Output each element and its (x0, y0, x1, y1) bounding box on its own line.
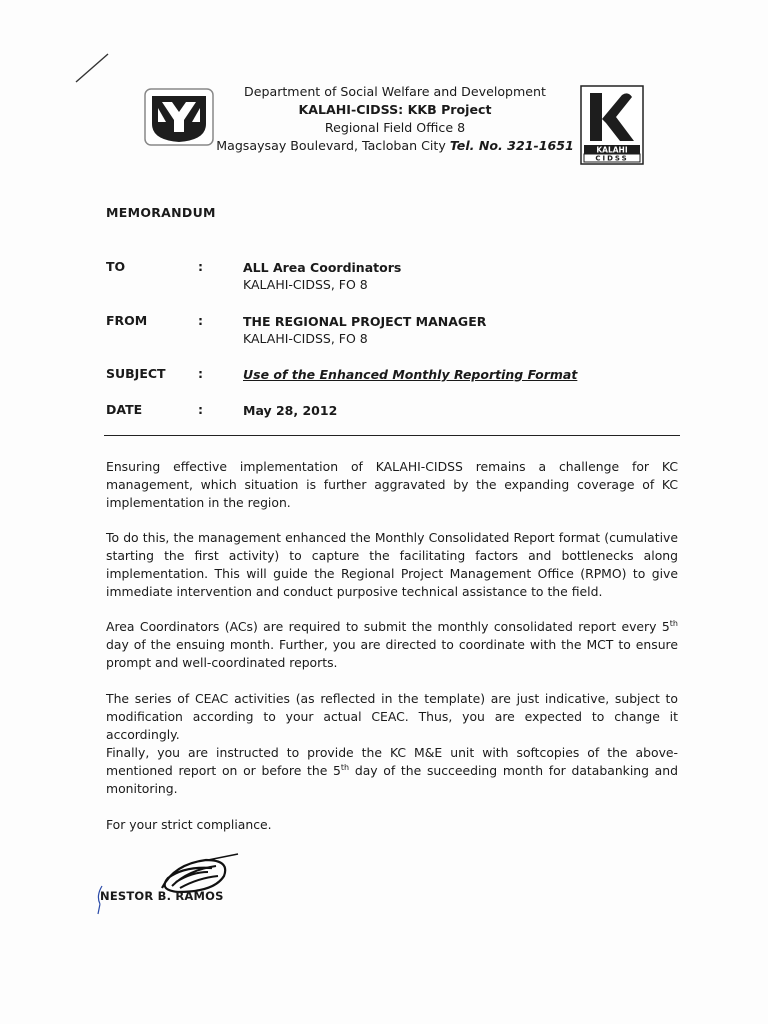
to-office: KALAHI-CIDSS, FO 8 (243, 277, 368, 292)
date-colon: : (198, 402, 203, 417)
paragraph-4: The series of CEAC activities (as reflected in the template) are just indicative, subject to modification according to your actual CEAC. Thus, you are expected to change it accordingly. (106, 691, 678, 742)
project-name: KALAHI-CIDSS: KKB Project (298, 102, 492, 117)
to-colon: : (198, 259, 203, 274)
paragraph-5-a: Finally, you are instructed to provide the KC M&E unit with softcopies of the above-mentioned report on or before the 5 (106, 745, 678, 778)
paragraph-5-b: day of the succeeding month for databanking and monitoring. (106, 763, 678, 796)
signatory-name: NESTOR B. RAMOS (100, 889, 224, 903)
from-office: KALAHI-CIDSS, FO 8 (243, 331, 368, 346)
subject-text: Use of the Enhanced Monthly Reporting Format (243, 367, 578, 382)
kalahi-cidss-logo-icon (580, 85, 644, 165)
from-label: FROM (106, 313, 148, 328)
telephone: Tel. No. 321-1651 (449, 138, 574, 153)
to-name: ALL Area Coordinators (243, 260, 402, 275)
paragraph-6: For your strict compliance. (106, 817, 272, 832)
header-divider (104, 435, 680, 436)
paragraph-3-b: day of the ensuing month. Further, you are directed to coordinate with the MCT to ensure prompt and well-coordinated reports. (106, 637, 678, 670)
paragraph-5-sup: th (340, 762, 350, 772)
logo-text-cidss: CIDSS (595, 154, 629, 163)
from-name: THE REGIONAL PROJECT MANAGER (243, 314, 487, 329)
subject-colon: : (198, 366, 203, 381)
date-text: May 28, 2012 (243, 403, 338, 418)
letterhead (215, 83, 575, 155)
paragraph-3-sup: th (669, 618, 678, 628)
office-name: Regional Field Office 8 (324, 120, 466, 135)
paragraph-3-a: Area Coordinators (ACs) are required to submit the monthly consolidated report every 5 (106, 619, 670, 634)
department-name: Department of Social Welfare and Development (244, 84, 546, 99)
signature-scribble-icon (88, 848, 248, 918)
from-colon: : (198, 313, 203, 328)
dswd-logo-icon (144, 88, 214, 146)
paragraph-2: To do this, the management enhanced the Monthly Consolidated Report format (cumulative starting the first activity) to capture the facilitating factors and bottlenecks along implementation. This will guide the Regional Project Management Office (RPMO) to give immediate intervention and conduct purposive technical assistance to the field. (106, 530, 678, 599)
memo-title: MEMORANDUM (106, 205, 216, 220)
date-label: DATE (106, 402, 143, 417)
paragraph-3 (106, 618, 678, 672)
logo-text-kalahi: KALAHI (596, 145, 628, 155)
address-line (215, 137, 575, 155)
pen-mark (72, 48, 112, 88)
paragraph-5 (106, 744, 678, 798)
subject-label: SUBJECT (106, 366, 166, 381)
address: Magsaysay Boulevard, Tacloban City (216, 138, 446, 153)
to-label: TO (106, 259, 126, 274)
paragraph-1: Ensuring effective implementation of KALAHI-CIDSS remains a challenge for KC management, which situation is further aggravated by the expanding coverage of KC implementation in the region. (106, 459, 678, 510)
